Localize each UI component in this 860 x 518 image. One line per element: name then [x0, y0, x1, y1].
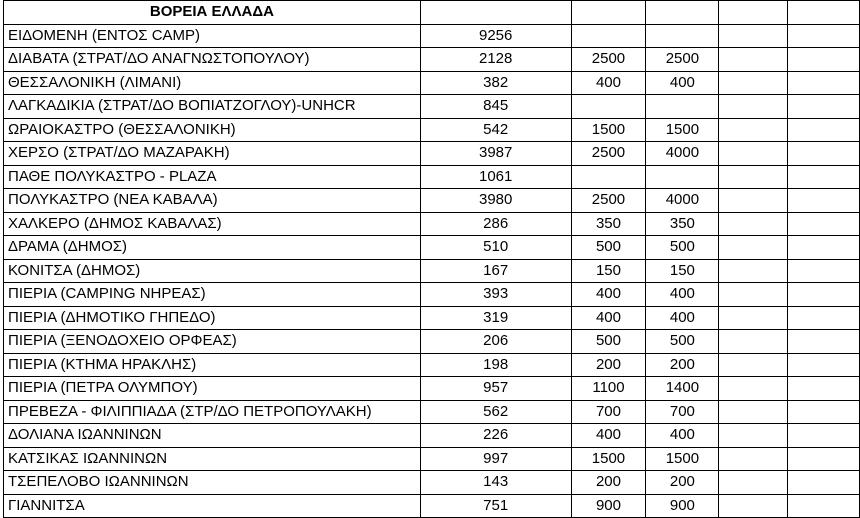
empty-cell[interactable] [719, 142, 788, 166]
value-cell-3[interactable]: 700 [646, 400, 719, 424]
value-cell-1[interactable]: 510 [420, 236, 571, 260]
site-name-cell[interactable]: ΔΡΑΜΑ (ΔΗΜΟΣ) [4, 236, 421, 260]
table-row [4, 259, 860, 283]
site-name-cell[interactable]: ΩΡΑΙΟΚΑΣΤΡΟ (ΘΕΣΣΑΛΟΝΙΚΗ) [4, 118, 421, 142]
value-cell-3[interactable]: 200 [646, 471, 719, 495]
table-row [4, 377, 860, 401]
empty-cell[interactable] [719, 212, 788, 236]
empty-cell[interactable] [571, 1, 646, 25]
value-cell-3[interactable]: 350 [646, 212, 719, 236]
value-cell-3[interactable]: 1400 [646, 377, 719, 401]
empty-cell[interactable] [788, 24, 860, 48]
empty-cell[interactable] [788, 259, 860, 283]
empty-cell[interactable] [719, 447, 788, 471]
value-cell-3[interactable] [646, 24, 719, 48]
value-cell-1[interactable]: 3987 [420, 142, 571, 166]
empty-cell[interactable] [788, 306, 860, 330]
value-cell-1[interactable]: 997 [420, 447, 571, 471]
value-cell-1[interactable]: 226 [420, 424, 571, 448]
table-row [4, 306, 860, 330]
empty-cell[interactable] [788, 283, 860, 307]
value-cell-1[interactable]: 206 [420, 330, 571, 354]
table-row [4, 48, 860, 72]
site-name-cell[interactable]: ΘΕΣΣΑΛΟΝΙΚΗ (ΛΙΜΑΝΙ) [4, 71, 421, 95]
site-name-cell[interactable]: ΔΟΛΙΑΝΑ ΙΩΑΝΝΙΝΩΝ [4, 424, 421, 448]
empty-cell[interactable] [646, 1, 719, 25]
value-cell-3[interactable]: 400 [646, 71, 719, 95]
table-row [4, 142, 860, 166]
table-row [4, 353, 860, 377]
value-cell-3[interactable]: 4000 [646, 189, 719, 213]
value-cell-1[interactable]: 562 [420, 400, 571, 424]
empty-cell[interactable] [788, 377, 860, 401]
empty-cell[interactable] [788, 165, 860, 189]
empty-cell[interactable] [719, 165, 788, 189]
value-cell-3[interactable]: 4000 [646, 142, 719, 166]
value-cell-1[interactable]: 1061 [420, 165, 571, 189]
value-cell-3[interactable]: 400 [646, 306, 719, 330]
value-cell-1[interactable]: 957 [420, 377, 571, 401]
table-row [4, 24, 860, 48]
empty-cell[interactable] [719, 494, 788, 518]
value-cell-2[interactable] [571, 24, 646, 48]
value-cell-1[interactable]: 3980 [420, 189, 571, 213]
table-row [4, 330, 860, 354]
table-body [4, 1, 860, 518]
site-name-cell[interactable]: ΔΙΑΒΑΤΑ (ΣΤΡΑΤ/ΔΟ ΑΝΑΓΝΩΣΤΟΠΟΥΛΟΥ) [4, 48, 421, 72]
empty-cell[interactable] [719, 283, 788, 307]
value-cell-2[interactable]: 150 [571, 259, 646, 283]
value-cell-3[interactable] [646, 165, 719, 189]
value-cell-2[interactable]: 1500 [571, 447, 646, 471]
value-cell-1[interactable]: 542 [420, 118, 571, 142]
empty-cell[interactable] [719, 48, 788, 72]
value-cell-2[interactable]: 350 [571, 212, 646, 236]
title-row [4, 1, 860, 25]
value-cell-2[interactable]: 400 [571, 283, 646, 307]
empty-cell[interactable] [788, 447, 860, 471]
empty-cell[interactable] [788, 1, 860, 25]
value-cell-3[interactable]: 1500 [646, 118, 719, 142]
table-row [4, 424, 860, 448]
value-cell-2[interactable]: 1500 [571, 118, 646, 142]
value-cell-2[interactable]: 2500 [571, 48, 646, 72]
value-cell-1[interactable]: 167 [420, 259, 571, 283]
site-name-cell[interactable]: ΠΙΕΡΙΑ (ΚΤΗΜΑ ΗΡΑΚΛΗΣ) [4, 353, 421, 377]
empty-cell[interactable] [719, 24, 788, 48]
empty-cell[interactable] [719, 377, 788, 401]
empty-cell[interactable] [719, 400, 788, 424]
value-cell-2[interactable] [571, 95, 646, 119]
table-row [4, 118, 860, 142]
empty-cell[interactable] [788, 189, 860, 213]
table-row [4, 283, 860, 307]
table-row [4, 494, 860, 518]
empty-cell[interactable] [788, 330, 860, 354]
value-cell-2[interactable]: 2500 [571, 142, 646, 166]
value-cell-2[interactable] [571, 165, 646, 189]
data-table [3, 0, 860, 518]
value-cell-3[interactable]: 1500 [646, 447, 719, 471]
empty-cell[interactable] [788, 212, 860, 236]
empty-cell[interactable] [788, 48, 860, 72]
value-cell-2[interactable]: 500 [571, 236, 646, 260]
value-cell-1[interactable]: 143 [420, 471, 571, 495]
value-cell-1[interactable]: 319 [420, 306, 571, 330]
empty-cell[interactable] [719, 1, 788, 25]
value-cell-1[interactable]: 845 [420, 95, 571, 119]
value-cell-3[interactable] [646, 95, 719, 119]
empty-cell[interactable] [719, 189, 788, 213]
empty-cell[interactable] [719, 424, 788, 448]
empty-cell[interactable] [420, 1, 571, 25]
table-row [4, 212, 860, 236]
table-row [4, 95, 860, 119]
value-cell-2[interactable]: 400 [571, 306, 646, 330]
value-cell-2[interactable]: 900 [571, 494, 646, 518]
value-cell-1[interactable]: 286 [420, 212, 571, 236]
value-cell-2[interactable]: 400 [571, 424, 646, 448]
site-name-cell[interactable]: ΠΑΘΕ ΠΟΛΥΚΑΣΤΡΟ - PLAZA [4, 165, 421, 189]
table-row [4, 447, 860, 471]
site-name-cell[interactable]: ΧΑΛΚΕΡΟ (ΔΗΜΟΣ ΚΑΒΑΛΑΣ) [4, 212, 421, 236]
site-name-cell[interactable]: ΚΟΝΙΤΣΑ (ΔΗΜΟΣ) [4, 259, 421, 283]
value-cell-1[interactable]: 9256 [420, 24, 571, 48]
empty-cell[interactable] [788, 353, 860, 377]
empty-cell[interactable] [719, 118, 788, 142]
empty-cell[interactable] [719, 471, 788, 495]
table-title[interactable]: ΒΟΡΕΙΑ ΕΛΛΑΔΑ [4, 1, 421, 25]
empty-cell[interactable] [788, 494, 860, 518]
empty-cell[interactable] [719, 330, 788, 354]
value-cell-2[interactable]: 700 [571, 400, 646, 424]
site-name-cell[interactable]: ΓΙΑΝΝΙΤΣΑ [4, 494, 421, 518]
value-cell-2[interactable]: 2500 [571, 189, 646, 213]
value-cell-3[interactable]: 900 [646, 494, 719, 518]
value-cell-3[interactable]: 400 [646, 283, 719, 307]
table-row [4, 189, 860, 213]
value-cell-2[interactable]: 200 [571, 353, 646, 377]
site-name-cell[interactable]: ΠΡΕΒΕΖΑ - ΦΙΛΙΠΠΙΑΔΑ (ΣΤΡ/ΔΟ ΠΕΤΡΟΠΟΥΛΑΚΗ) [4, 400, 421, 424]
site-name-cell[interactable]: ΠΟΛΥΚΑΣΤΡΟ (ΝΕΑ ΚΑΒΑΛΑ) [4, 189, 421, 213]
value-cell-2[interactable]: 500 [571, 330, 646, 354]
empty-cell[interactable] [719, 71, 788, 95]
empty-cell[interactable] [719, 236, 788, 260]
value-cell-2[interactable]: 200 [571, 471, 646, 495]
table-row [4, 71, 860, 95]
site-name-cell[interactable]: ΤΣΕΠΕΛΟΒΟ ΙΩΑΝΝΙΝΩΝ [4, 471, 421, 495]
site-name-cell[interactable]: ΠΙΕΡΙΑ (CAMPING ΝΗΡΕΑΣ) [4, 283, 421, 307]
table-row [4, 165, 860, 189]
value-cell-3[interactable]: 500 [646, 330, 719, 354]
site-name-cell[interactable]: ΠΙΕΡΙΑ (ΠΕΤΡΑ ΟΛΥΜΠΟΥ) [4, 377, 421, 401]
value-cell-1[interactable]: 198 [420, 353, 571, 377]
value-cell-1[interactable]: 2128 [420, 48, 571, 72]
empty-cell[interactable] [719, 306, 788, 330]
value-cell-3[interactable]: 400 [646, 424, 719, 448]
empty-cell[interactable] [788, 236, 860, 260]
empty-cell[interactable] [788, 424, 860, 448]
table-row [4, 400, 860, 424]
site-name-cell[interactable]: ΠΙΕΡΙΑ (ΔΗΜΟΤΙΚΟ ΓΗΠΕΔΟ) [4, 306, 421, 330]
site-name-cell[interactable]: ΛΑΓΚΑΔΙΚΙΑ (ΣΤΡΑΤ/ΔΟ ΒΟΠΙΑΤΖΟΓΛΟΥ)-UNHCR [4, 95, 421, 119]
empty-cell[interactable] [788, 142, 860, 166]
value-cell-1[interactable]: 751 [420, 494, 571, 518]
value-cell-1[interactable]: 393 [420, 283, 571, 307]
empty-cell[interactable] [788, 95, 860, 119]
table-row [4, 471, 860, 495]
site-name-cell[interactable]: ΠΙΕΡΙΑ (ΞΕΝΟΔΟΧΕΙΟ ΟΡΦΕΑΣ) [4, 330, 421, 354]
table-row [4, 236, 860, 260]
value-cell-2[interactable]: 400 [571, 71, 646, 95]
value-cell-3[interactable]: 500 [646, 236, 719, 260]
value-cell-3[interactable]: 200 [646, 353, 719, 377]
empty-cell[interactable] [788, 400, 860, 424]
empty-cell[interactable] [719, 353, 788, 377]
empty-cell[interactable] [788, 118, 860, 142]
value-cell-3[interactable]: 150 [646, 259, 719, 283]
site-name-cell[interactable]: ΚΑΤΣΙΚΑΣ ΙΩΑΝΝΙΝΩΝ [4, 447, 421, 471]
empty-cell[interactable] [719, 95, 788, 119]
site-name-cell[interactable]: ΕΙΔΟΜΕΝΗ (ΕΝΤΟΣ CAMP) [4, 24, 421, 48]
value-cell-2[interactable]: 1100 [571, 377, 646, 401]
empty-cell[interactable] [788, 471, 860, 495]
empty-cell[interactable] [719, 259, 788, 283]
site-name-cell[interactable]: ΧΕΡΣΟ (ΣΤΡΑΤ/ΔΟ ΜΑΖΑΡΑΚΗ) [4, 142, 421, 166]
value-cell-1[interactable]: 382 [420, 71, 571, 95]
value-cell-3[interactable]: 2500 [646, 48, 719, 72]
empty-cell[interactable] [788, 71, 860, 95]
